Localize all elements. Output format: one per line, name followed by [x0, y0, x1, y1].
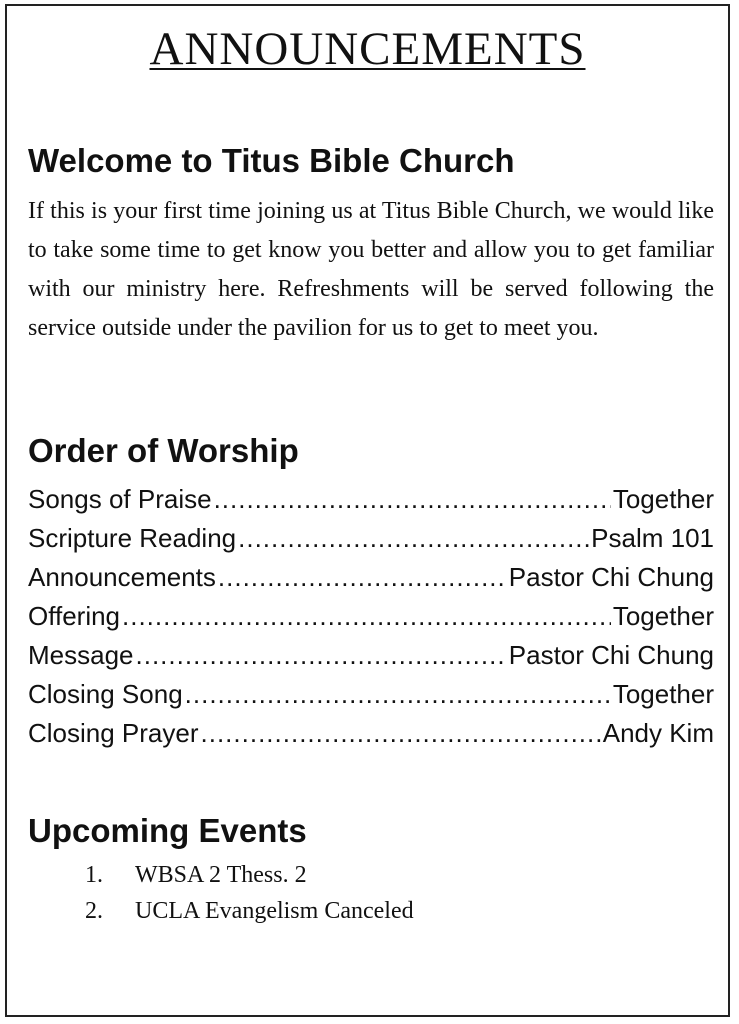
worship-row — [28, 718, 714, 757]
welcome-heading: Welcome to Titus Bible Church — [28, 142, 515, 179]
list-number: 1. — [85, 862, 103, 888]
dot-leader — [136, 640, 507, 671]
worship-row — [28, 484, 714, 523]
worship-leader: Together — [612, 679, 714, 709]
list-number: 2. — [85, 898, 103, 924]
dot-leader — [122, 601, 611, 632]
dot-leader — [214, 484, 611, 515]
worship-leader: Psalm 101 — [591, 523, 714, 553]
page-title — [7, 23, 728, 75]
worship-leader: Together — [612, 601, 714, 631]
order-of-worship-list — [28, 484, 714, 757]
worship-item: Closing Prayer — [28, 718, 199, 748]
worship-leader: Together — [612, 484, 714, 514]
dot-leader — [185, 679, 611, 710]
worship-item: Announcements — [28, 562, 216, 592]
upcoming-events-heading: Upcoming Events — [28, 812, 307, 849]
bulletin-frame — [5, 4, 730, 1017]
list-item — [85, 862, 414, 898]
worship-row — [28, 523, 714, 562]
worship-leader: Pastor Chi Chung — [508, 640, 714, 670]
worship-leader: Andy Kim — [602, 718, 714, 748]
worship-row — [28, 562, 714, 601]
worship-item: Scripture Reading — [28, 523, 237, 553]
worship-row — [28, 640, 714, 679]
order-of-worship-heading: Order of Worship — [28, 432, 299, 469]
dot-leader — [218, 562, 507, 593]
worship-item: Message — [28, 640, 134, 670]
event-text: UCLA Evangelism Canceled — [135, 898, 414, 924]
worship-item: Closing Song — [28, 679, 183, 709]
worship-row — [28, 601, 714, 640]
welcome-paragraph: If this is your first time joining us at Titus Bible Church, we would like to take some time to get know you better and allow you to get familiar with our ministry here. Refreshments will be served following the service outside under the pavilion for us to get to meet you. — [28, 198, 714, 341]
worship-item: Offering — [28, 601, 121, 631]
event-text: WBSA 2 Thess. 2 — [135, 862, 307, 888]
dot-leader — [238, 523, 589, 554]
worship-row — [28, 679, 714, 718]
worship-item: Songs of Praise — [28, 484, 212, 514]
list-item — [85, 898, 414, 934]
worship-leader: Pastor Chi Chung — [508, 562, 714, 592]
upcoming-events-list — [85, 862, 414, 934]
page-title-text: ANNOUNCEMENTS — [149, 23, 586, 75]
dot-leader — [201, 718, 601, 749]
